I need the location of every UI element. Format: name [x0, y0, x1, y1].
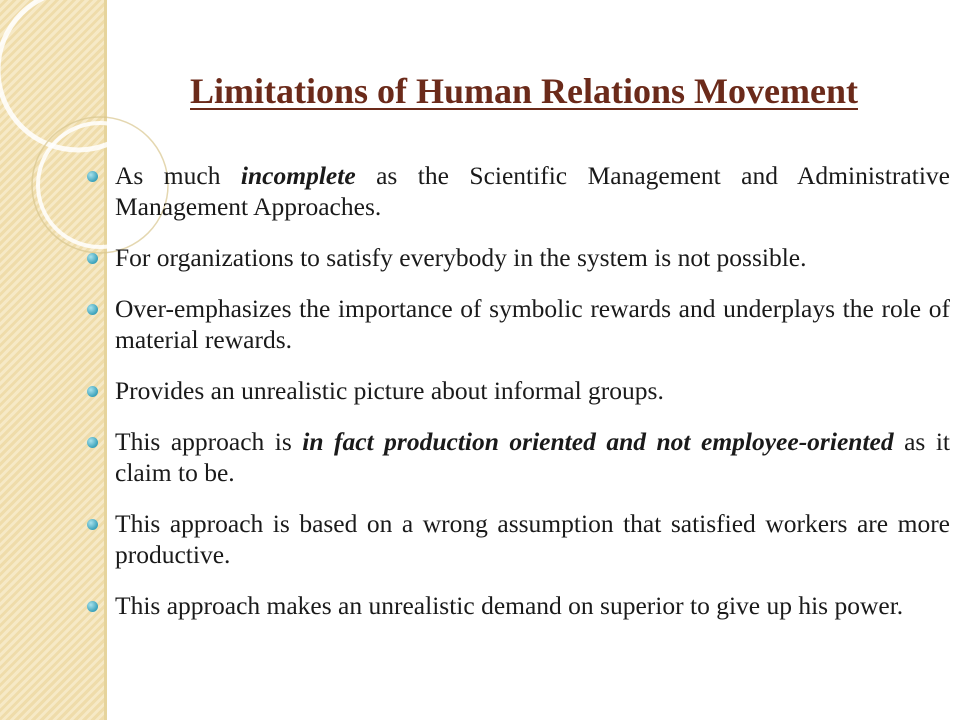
bullet-list — [84, 160, 950, 641]
bullet-item — [84, 293, 950, 355]
bullet-text: As much — [115, 161, 241, 190]
bullet-item — [84, 160, 950, 222]
bullet-dot-icon — [87, 519, 98, 530]
bullet-text: For organizations to satisfy everybody in the system is not possible. — [115, 243, 807, 272]
emphasis-text: incomplete — [240, 161, 356, 190]
bullet-dot-icon — [87, 386, 98, 397]
bullet-item — [84, 375, 950, 406]
bullet-dot-icon — [87, 171, 98, 182]
bullet-dot-icon — [87, 601, 98, 612]
bullet-text: This approach is based on a wrong assumption that satisfied workers are more productive. — [115, 509, 950, 569]
bullet-dot-icon — [87, 253, 98, 264]
bullet-text: Over-emphasizes the importance of symbolic rewards and underplays the role of material rewards. — [115, 294, 950, 354]
bullet-text: Provides an unrealistic picture about informal groups. — [115, 376, 664, 405]
bullet-dot-icon — [87, 304, 98, 315]
bullet-item — [84, 426, 950, 488]
bullet-text: as the Scientific Management and Administrative Management Approaches. — [115, 161, 950, 221]
bullet-text: This approach makes an unrealistic demand on superior to give up his power. — [115, 591, 904, 620]
bullet-item — [84, 508, 950, 570]
bullet-text: This approach is — [115, 427, 303, 456]
bullet-item — [84, 590, 950, 621]
bullet-dot-icon — [87, 437, 98, 448]
bullet-text: as it claim to be. — [115, 427, 951, 487]
slide-title: Limitations of Human Relations Movement — [190, 71, 858, 111]
emphasis-text: in fact production oriented and not employee-oriented — [302, 427, 894, 456]
bullet-item — [84, 242, 950, 273]
